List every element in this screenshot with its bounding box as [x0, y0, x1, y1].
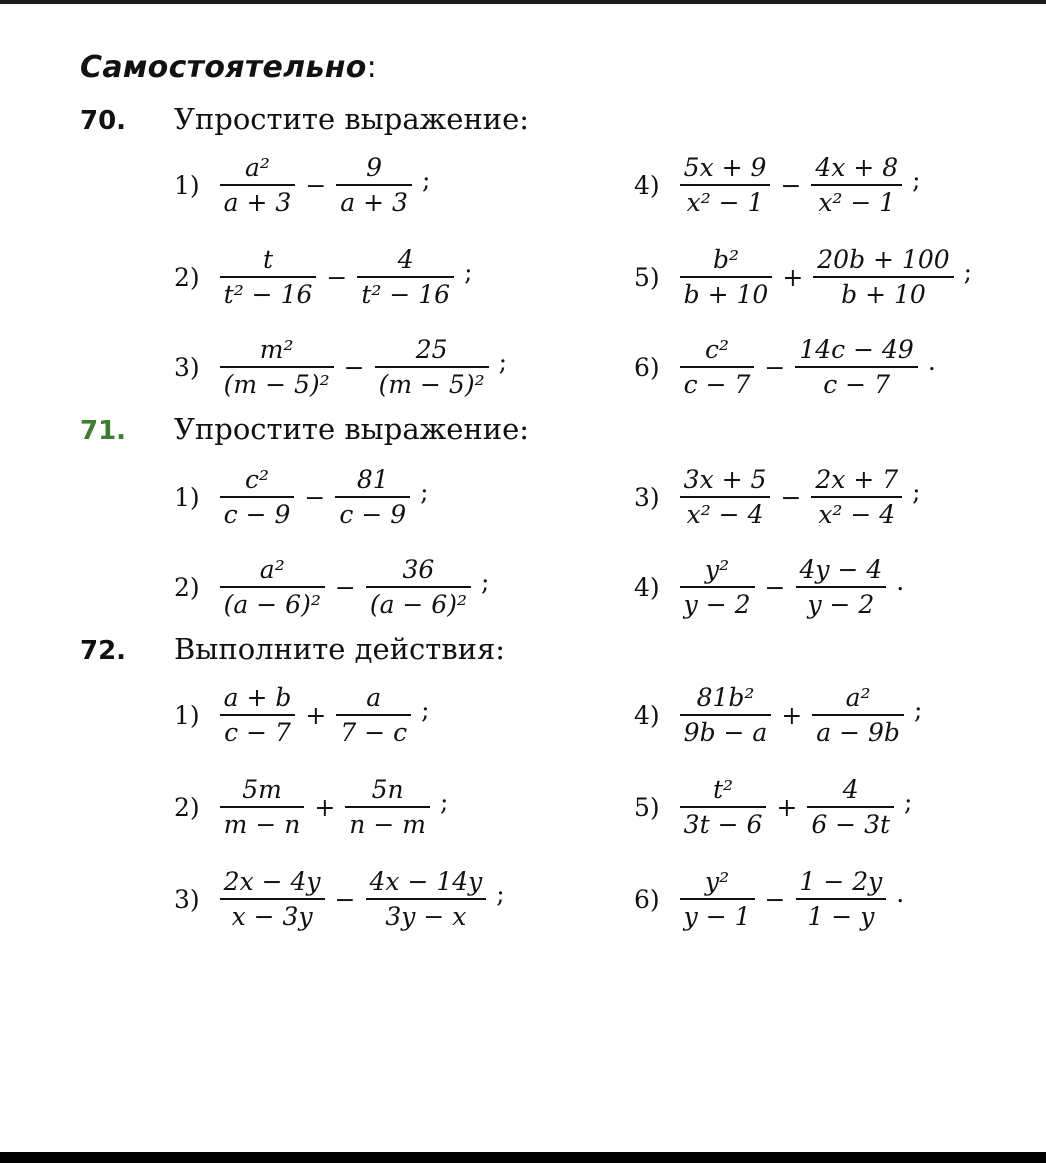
- operator: +: [776, 792, 798, 822]
- fraction-numerator: y²: [705, 555, 730, 584]
- terminator: .: [896, 566, 905, 596]
- exercise-label: 5): [634, 792, 660, 822]
- exercise-label: 1): [174, 482, 200, 512]
- fraction: [220, 683, 296, 747]
- exercise-label: 4): [634, 572, 660, 602]
- fraction: [220, 775, 305, 839]
- exercise-item: [634, 678, 922, 752]
- fraction: [796, 555, 887, 619]
- fraction-denominator: (a − 6)²: [220, 586, 325, 619]
- exercise-item: [634, 862, 904, 936]
- fraction-numerator: 81: [356, 465, 389, 494]
- exercise-item: [174, 678, 430, 752]
- fraction: [336, 153, 412, 217]
- fraction-denominator: m − n: [220, 806, 305, 839]
- fraction-numerator: c²: [245, 465, 270, 494]
- fraction: [366, 555, 471, 619]
- exercise-label: 3): [174, 352, 200, 382]
- fraction-denominator: 6 − 3t: [807, 806, 894, 839]
- exercise-label: 1): [174, 170, 200, 200]
- fraction-numerator: 36: [402, 555, 435, 584]
- operator: −: [780, 482, 802, 512]
- terminator: .: [927, 346, 936, 376]
- exercise-item: [174, 148, 430, 222]
- bottom-bar: [0, 1152, 1046, 1163]
- fraction-denominator: a − 9b: [812, 714, 904, 747]
- operator: −: [764, 352, 786, 382]
- exercise-item: [174, 240, 473, 314]
- exercise-item: [634, 330, 936, 404]
- operator: +: [314, 792, 336, 822]
- fraction-denominator: 3y − x: [366, 898, 487, 931]
- fraction-denominator: x² − 1: [811, 184, 902, 217]
- exercise-label: 3): [174, 884, 200, 914]
- fraction: [335, 465, 410, 529]
- task-number: 70.: [80, 106, 127, 136]
- fraction: [795, 335, 917, 399]
- fraction: [680, 465, 771, 529]
- fraction-denominator: y − 1: [680, 898, 755, 931]
- terminator: ;: [420, 476, 429, 506]
- fraction-denominator: x² − 4: [811, 496, 902, 529]
- operator: −: [343, 352, 365, 382]
- fraction-numerator: 20b + 100: [817, 245, 950, 274]
- fraction-denominator: a + 3: [336, 184, 412, 217]
- terminator: ;: [439, 786, 449, 816]
- terminator: ;: [904, 786, 913, 816]
- fraction-denominator: c − 9: [220, 496, 295, 529]
- fraction-denominator: (m − 5)²: [220, 366, 334, 399]
- exercise-item: [634, 460, 921, 534]
- fraction: [220, 465, 295, 529]
- fraction-denominator: (m − 5)²: [375, 366, 489, 399]
- terminator: ;: [421, 694, 430, 724]
- fraction-numerator: 4: [397, 245, 414, 274]
- fraction-denominator: n − m: [345, 806, 430, 839]
- fraction-denominator: 3t − 6: [680, 806, 767, 839]
- task-number: 71.: [80, 416, 127, 446]
- fraction: [796, 867, 887, 931]
- fraction-numerator: a: [366, 683, 382, 712]
- fraction-numerator: t: [263, 245, 274, 274]
- exercise-label: 2): [174, 792, 200, 822]
- exercise-label: 4): [634, 170, 660, 200]
- fraction-denominator: x − 3y: [220, 898, 325, 931]
- fraction-numerator: m²: [259, 335, 294, 364]
- fraction-denominator: y − 2: [680, 586, 755, 619]
- fraction-denominator: (a − 6)²: [366, 586, 471, 619]
- top-rule: [0, 0, 1046, 4]
- fraction: [811, 153, 902, 217]
- fraction: [336, 683, 411, 747]
- operator: −: [780, 170, 802, 200]
- exercise-label: 3): [634, 482, 660, 512]
- exercise-item: [634, 148, 921, 222]
- task-title: Упростите выражение:: [174, 102, 530, 136]
- fraction: [375, 335, 489, 399]
- exercise-item: [174, 330, 507, 404]
- fraction-numerator: y²: [705, 867, 730, 896]
- fraction: [813, 245, 953, 309]
- terminator: .: [896, 878, 905, 908]
- fraction: [680, 775, 767, 839]
- operator: +: [782, 262, 804, 292]
- fraction-numerator: b²: [712, 245, 740, 274]
- fraction-denominator: 1 − y: [796, 898, 887, 931]
- task-title: Упростите выражение:: [174, 412, 530, 446]
- fraction-denominator: y − 2: [796, 586, 887, 619]
- exercise-label: 4): [634, 700, 660, 730]
- exercise-label: 2): [174, 262, 200, 292]
- fraction: [366, 867, 487, 931]
- exercise-item: [174, 770, 448, 844]
- fraction-denominator: t² − 16: [220, 276, 317, 309]
- fraction-numerator: 1 − 2y: [799, 867, 883, 896]
- terminator: ;: [912, 476, 921, 506]
- fraction-numerator: a²: [259, 555, 285, 584]
- fraction: [220, 335, 334, 399]
- operator: −: [764, 572, 786, 602]
- exercise-item: [174, 862, 505, 936]
- exercise-label: 2): [174, 572, 200, 602]
- fraction: [220, 245, 317, 309]
- fraction-numerator: 9: [366, 153, 383, 182]
- exercise-label: 5): [634, 262, 660, 292]
- terminator: ;: [498, 346, 508, 376]
- fraction-denominator: t² − 16: [357, 276, 454, 309]
- fraction: [807, 775, 894, 839]
- exercise-item: [174, 460, 429, 534]
- exercise-item: [174, 550, 489, 624]
- exercise-label: 1): [174, 700, 200, 730]
- operator: −: [334, 572, 356, 602]
- fraction: [680, 153, 771, 217]
- fraction-numerator: 4x + 8: [815, 153, 899, 182]
- terminator: ;: [421, 164, 431, 194]
- exercise-item: [634, 550, 904, 624]
- fraction-denominator: c − 7: [220, 714, 296, 747]
- fraction-numerator: a²: [245, 153, 270, 182]
- fraction-denominator: 7 − c: [336, 714, 411, 747]
- fraction-numerator: 5n: [371, 775, 404, 804]
- fraction-numerator: 5x + 9: [683, 153, 767, 182]
- terminator: ;: [912, 164, 921, 194]
- fraction-denominator: c − 9: [335, 496, 410, 529]
- fraction-numerator: 14c − 49: [799, 335, 914, 364]
- heading-text: Самостоятельно: [80, 50, 367, 85]
- fraction: [345, 775, 430, 839]
- operator: −: [305, 170, 327, 200]
- fraction: [220, 153, 296, 217]
- task-title: Выполните действия:: [174, 632, 506, 666]
- exercise-label: 6): [634, 884, 660, 914]
- fraction-numerator: 3x + 5: [683, 465, 767, 494]
- fraction: [680, 245, 773, 309]
- fraction-numerator: 2x + 7: [815, 465, 899, 494]
- heading-colon: :: [366, 50, 378, 85]
- task-number: 72.: [80, 636, 127, 666]
- fraction-numerator: 2x − 4y: [223, 867, 321, 896]
- fraction-numerator: 25: [415, 335, 448, 364]
- fraction: [680, 335, 755, 399]
- fraction: [220, 555, 325, 619]
- operator: +: [305, 700, 327, 730]
- fraction-denominator: x² − 4: [680, 496, 771, 529]
- fraction-numerator: c²: [705, 335, 730, 364]
- operator: +: [781, 700, 803, 730]
- fraction: [357, 245, 454, 309]
- terminator: ;: [913, 694, 923, 724]
- fraction-denominator: b + 10: [680, 276, 773, 309]
- page-heading: [80, 50, 377, 85]
- operator: −: [326, 262, 348, 292]
- terminator: ;: [963, 256, 973, 286]
- operator: −: [304, 482, 326, 512]
- fraction-numerator: a²: [845, 683, 871, 712]
- fraction-numerator: 5m: [242, 775, 282, 804]
- terminator: ;: [496, 878, 505, 908]
- fraction-denominator: c − 7: [795, 366, 917, 399]
- fraction-numerator: 81b²: [696, 683, 755, 712]
- fraction: [680, 555, 755, 619]
- terminator: ;: [481, 566, 490, 596]
- exercise-item: [634, 770, 912, 844]
- operator: −: [764, 884, 786, 914]
- fraction-numerator: t²: [712, 775, 734, 804]
- fraction: [812, 683, 904, 747]
- fraction-denominator: 9b − a: [680, 714, 772, 747]
- fraction: [680, 867, 755, 931]
- fraction-denominator: x² − 1: [680, 184, 771, 217]
- fraction-denominator: b + 10: [813, 276, 953, 309]
- fraction-numerator: 4: [842, 775, 859, 804]
- fraction: [811, 465, 902, 529]
- fraction-denominator: c − 7: [680, 366, 755, 399]
- exercise-label: 6): [634, 352, 660, 382]
- fraction: [220, 867, 325, 931]
- exercise-item: [634, 240, 972, 314]
- terminator: ;: [464, 256, 473, 286]
- fraction-numerator: 4y − 4: [799, 555, 883, 584]
- fraction: [680, 683, 772, 747]
- fraction-numerator: 4x − 14y: [369, 867, 483, 896]
- fraction-numerator: a + b: [223, 683, 292, 712]
- operator: −: [334, 884, 356, 914]
- fraction-denominator: a + 3: [220, 184, 296, 217]
